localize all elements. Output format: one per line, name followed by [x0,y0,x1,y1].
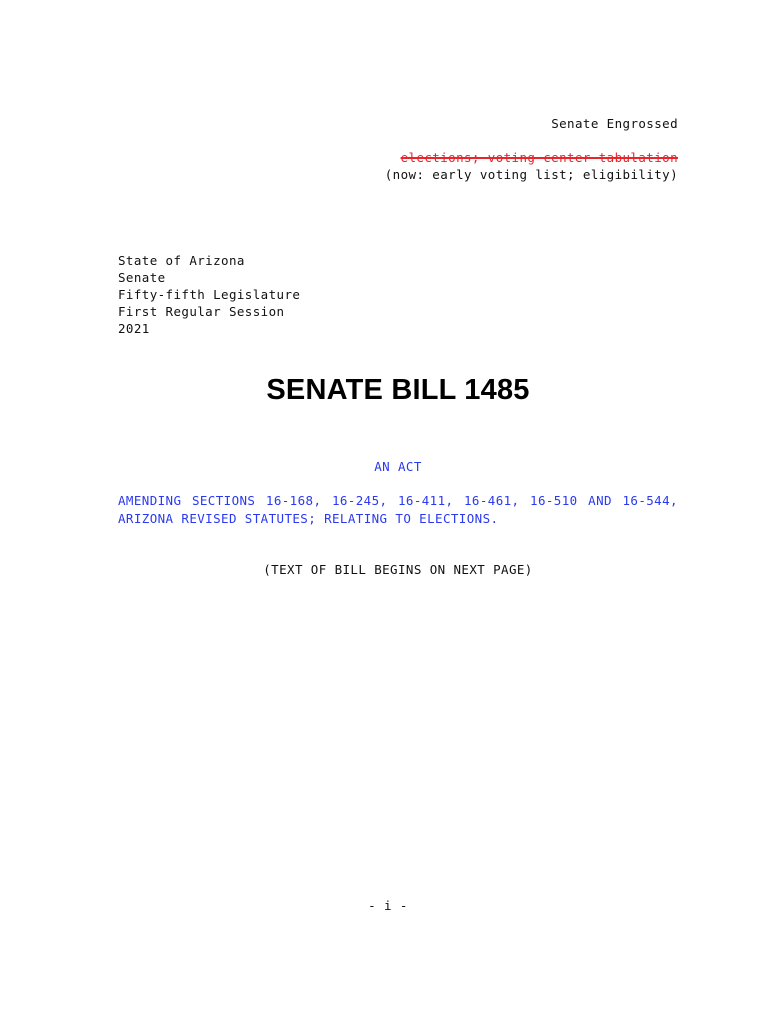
bill-header-block [118,252,300,337]
act-word: 16-544, [622,493,678,508]
an-act-heading: AN ACT [374,459,422,474]
act-word: 16-510 [530,493,578,508]
chamber-name: Senate [118,270,166,285]
page-number: - i - [368,898,408,913]
bill-title: SENATE BILL 1485 [266,374,530,406]
text-begins-notice: (TEXT OF BILL BEGINS ON NEXT PAGE) [263,562,533,577]
state-name: State of Arizona [118,253,245,268]
act-description-line-1 [118,492,678,509]
act-word: 16-411, [397,493,454,508]
legislature-name: Fifty-fifth Legislature [118,287,301,302]
act-word: 16-461, [464,493,520,508]
act-word: 16-168, [265,493,322,508]
act-description-line-2: ARIZONA REVISED STATUTES; RELATING TO ELECTIONS. [118,511,499,526]
act-word: SECTIONS [191,493,256,508]
act-word: AMENDING [118,493,182,508]
engrossed-status: Senate Engrossed [551,116,678,131]
session-name: First Regular Session [118,304,285,319]
act-word: AND [588,493,612,508]
current-short-title: (now: early voting list; eligibility) [384,167,678,182]
session-year: 2021 [118,321,150,336]
struck-original-title: elections; voting center tabulation [400,150,678,165]
act-word: 16-245, [331,493,388,508]
act-description [118,492,678,527]
